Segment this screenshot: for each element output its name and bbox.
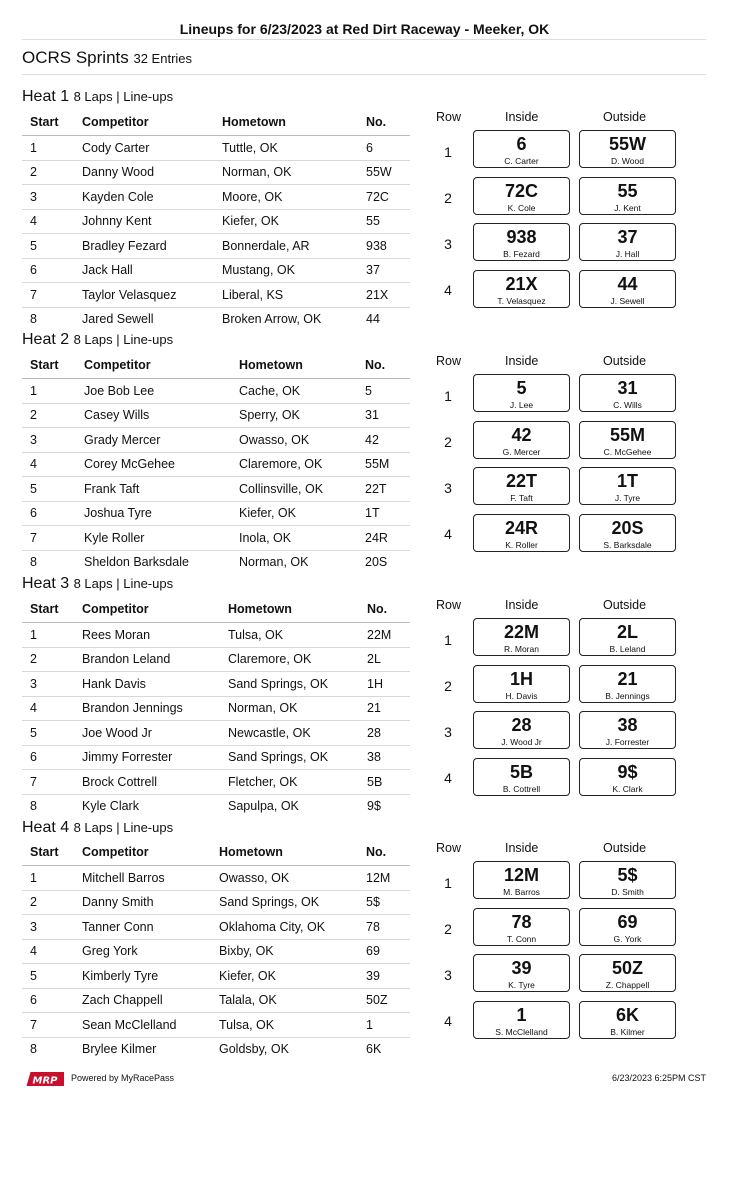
row-number: 1 [444, 388, 452, 404]
table-row: 1 Joe Bob Lee Cache, OK 5 [22, 379, 410, 404]
table-row: 5 Frank Taft Collinsville, OK 22T [22, 477, 410, 502]
row-number: 2 [444, 190, 452, 206]
start-header: Start [22, 839, 82, 866]
row-number: 1 [444, 875, 452, 891]
car-slot: 938 B. Fezard [473, 223, 570, 261]
row-header: Row [436, 354, 462, 368]
row-number: 3 [444, 967, 452, 983]
row-number: 3 [444, 480, 452, 496]
table-row: 6 Jimmy Forrester Sand Springs, OK 38 [22, 745, 410, 770]
heat-title [22, 331, 173, 349]
row-number: 1 [444, 632, 452, 648]
inside-header: Inside [505, 841, 539, 855]
outside-header: Outside [603, 841, 647, 855]
number-header: No. [366, 109, 410, 136]
row-header: Row [436, 598, 462, 612]
competitor-header: Competitor [82, 596, 228, 623]
heat-name: Heat 1 [22, 88, 70, 105]
heat-name: Heat 4 [22, 819, 70, 836]
table-row: 7 Brock Cottrell Fletcher, OK 5B [22, 770, 410, 795]
car-slot: 1H H. Davis [473, 665, 570, 703]
heat-1-table [22, 109, 410, 331]
row-number: 4 [444, 526, 452, 542]
heat-2-table [22, 352, 410, 574]
inside-header: Inside [505, 598, 539, 612]
car-slot: 55 J. Kent [579, 177, 676, 215]
car-slot: 38 J. Forrester [579, 711, 676, 749]
table-row: 7 Kyle Roller Inola, OK 24R [22, 526, 410, 551]
table-row: 6 Joshua Tyre Kiefer, OK 1T [22, 501, 410, 526]
table-row: 1 Mitchell Barros Owasso, OK 12M [22, 866, 410, 891]
number-header: No. [366, 839, 410, 866]
powered-by[interactable]: Powered by MyRacePass [71, 1073, 175, 1083]
class-divider [22, 74, 706, 75]
heat-4-grid [430, 841, 680, 1061]
myracepass-logo[interactable] [26, 1068, 64, 1095]
number-header: No. [365, 352, 410, 379]
car-slot: 1T J. Tyre [579, 467, 676, 505]
hometown-header: Hometown [239, 352, 365, 379]
car-slot: 20S S. Barksdale [579, 514, 676, 552]
car-slot: 55W D. Wood [579, 130, 676, 168]
heat-1-grid [430, 110, 680, 330]
car-slot: 28 J. Wood Jr [473, 711, 570, 749]
start-header: Start [22, 352, 84, 379]
outside-header: Outside [603, 354, 647, 368]
car-slot: 55M C. McGehee [579, 421, 676, 459]
car-slot: 22T F. Taft [473, 467, 570, 505]
competitor-header: Competitor [82, 109, 222, 136]
row-number: 4 [444, 1013, 452, 1029]
heat-3-grid [430, 598, 680, 818]
heat-title [22, 88, 173, 106]
car-slot: 12M M. Barros [473, 861, 570, 899]
heat-3-table [22, 596, 410, 818]
car-slot: 78 T. Conn [473, 908, 570, 946]
car-slot: 6K B. Kilmer [579, 1001, 676, 1039]
table-row: 4 Greg York Bixby, OK 69 [22, 939, 410, 964]
table-row: 5 Kimberly Tyre Kiefer, OK 39 [22, 964, 410, 989]
car-slot: 9$ K. Clark [579, 758, 676, 796]
table-row: 8 Kyle Clark Sapulpa, OK 9$ [30, 799, 381, 814]
competitor-header: Competitor [82, 839, 219, 866]
heat-title [22, 819, 173, 837]
car-slot: 21 B. Jennings [579, 665, 676, 703]
svg-text:MRP: MRP [32, 1075, 58, 1087]
table-row: 3 Grady Mercer Owasso, OK 42 [22, 428, 410, 453]
row-header: Row [436, 110, 462, 124]
car-slot: 22M R. Moran [473, 618, 570, 656]
row-number: 4 [444, 282, 452, 298]
hometown-header: Hometown [222, 109, 366, 136]
car-slot: 5B B. Cottrell [473, 758, 570, 796]
row-number: 2 [444, 678, 452, 694]
number-header: No. [367, 596, 410, 623]
heat-title [22, 575, 173, 593]
table-row: 1 Rees Moran Tulsa, OK 22M [22, 623, 410, 648]
generated-timestamp: 6/23/2023 6:25PM CST [611, 1073, 706, 1083]
entry-count: 32 Entries [133, 51, 193, 66]
table-row: 8 Brylee Kilmer Goldsby, OK 6K [30, 1042, 382, 1057]
row-number: 3 [444, 724, 452, 740]
outside-header: Outside [603, 110, 647, 124]
title-divider [22, 39, 706, 40]
row-number: 2 [444, 921, 452, 937]
row-number: 2 [444, 434, 452, 450]
row-number: 3 [444, 236, 452, 252]
row-header: Row [436, 841, 462, 855]
table-row: 1 Cody Carter Tuttle, OK 6 [22, 136, 410, 161]
table-row: 6 Jack Hall Mustang, OK 37 [22, 258, 410, 283]
car-slot: 5 J. Lee [473, 374, 570, 412]
table-row: 2 Casey Wills Sperry, OK 31 [22, 403, 410, 428]
hometown-header: Hometown [228, 596, 367, 623]
row-number: 4 [444, 770, 452, 786]
table-row: 2 Danny Wood Norman, OK 55W [22, 160, 410, 185]
table-row: 2 Danny Smith Sand Springs, OK 5$ [22, 890, 410, 915]
table-row: 8 Sheldon Barksdale Norman, OK 20S [30, 555, 388, 570]
heat-laps: 8 Laps | Line-ups [73, 576, 174, 591]
table-row: 7 Sean McClelland Tulsa, OK 1 [22, 1013, 410, 1038]
heat-laps: 8 Laps | Line-ups [73, 332, 174, 347]
car-slot: 44 J. Sewell [579, 270, 676, 308]
table-row: 3 Hank Davis Sand Springs, OK 1H [22, 672, 410, 697]
start-header: Start [22, 109, 82, 136]
car-slot: 2L B. Leland [579, 618, 676, 656]
heat-2-grid [430, 354, 680, 574]
table-row: 8 Jared Sewell Broken Arrow, OK 44 [30, 312, 380, 327]
car-slot: 5$ D. Smith [579, 861, 676, 899]
competitor-header: Competitor [84, 352, 239, 379]
table-row: 2 Brandon Leland Claremore, OK 2L [22, 647, 410, 672]
heat-4-table [22, 839, 410, 1061]
table-row: 5 Joe Wood Jr Newcastle, OK 28 [22, 721, 410, 746]
page-title: Lineups for 6/23/2023 at Red Dirt Raceway - Meeker, OK [179, 21, 550, 37]
car-slot: 50Z Z. Chappell [579, 954, 676, 992]
car-slot: 37 J. Hall [579, 223, 676, 261]
inside-header: Inside [505, 354, 539, 368]
heat-laps: 8 Laps | Line-ups [73, 820, 174, 835]
car-slot: 69 G. York [579, 908, 676, 946]
table-row: 4 Johnny Kent Kiefer, OK 55 [22, 209, 410, 234]
table-row: 3 Tanner Conn Oklahoma City, OK 78 [22, 915, 410, 940]
start-header: Start [22, 596, 82, 623]
class-title [22, 48, 192, 68]
table-row: 6 Zach Chappell Talala, OK 50Z [22, 988, 410, 1013]
car-slot: 1 S. McClelland [473, 1001, 570, 1039]
car-slot: 24R K. Roller [473, 514, 570, 552]
car-slot: 72C K. Cole [473, 177, 570, 215]
heat-name: Heat 3 [22, 575, 70, 592]
hometown-header: Hometown [219, 839, 366, 866]
car-slot: 39 K. Tyre [473, 954, 570, 992]
car-slot: 21X T. Velasquez [473, 270, 570, 308]
car-slot: 31 C. Wills [579, 374, 676, 412]
car-slot: 42 G. Mercer [473, 421, 570, 459]
table-row: 3 Kayden Cole Moore, OK 72C [22, 185, 410, 210]
heat-laps: 8 Laps | Line-ups [73, 89, 174, 104]
table-row: 4 Corey McGehee Claremore, OK 55M [22, 452, 410, 477]
row-number: 1 [444, 144, 452, 160]
mrp-logo-icon [26, 1068, 64, 1090]
heat-name: Heat 2 [22, 331, 70, 348]
class-name: OCRS Sprints [22, 48, 129, 67]
car-slot: 6 C. Carter [473, 130, 570, 168]
inside-header: Inside [505, 110, 539, 124]
outside-header: Outside [603, 598, 647, 612]
table-row: 5 Bradley Fezard Bonnerdale, AR 938 [22, 234, 410, 259]
table-row: 7 Taylor Velasquez Liberal, KS 21X [22, 283, 410, 308]
table-row: 4 Brandon Jennings Norman, OK 21 [22, 696, 410, 721]
